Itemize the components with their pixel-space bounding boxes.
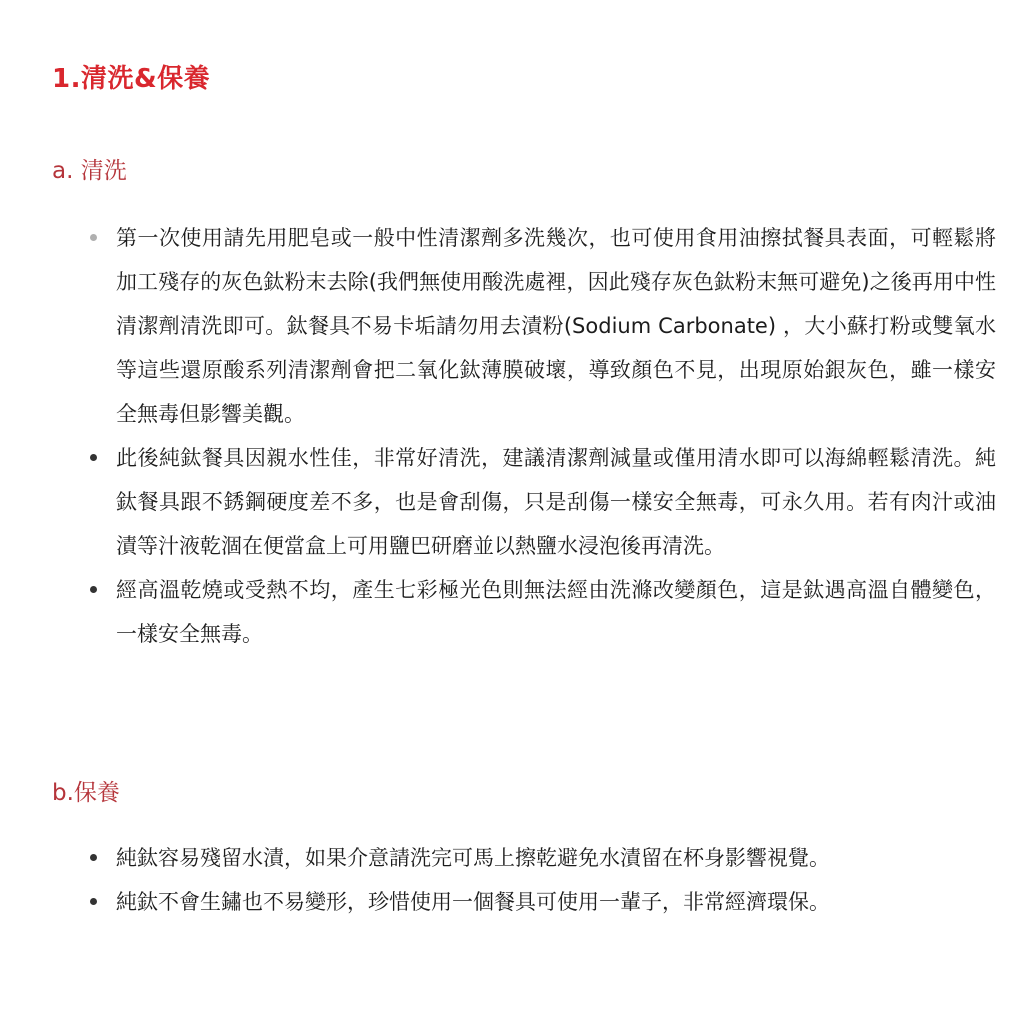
list-item [116,836,996,880]
list-item-text: 此後純鈦餐具因親水性佳，非常好清洗，建議清潔劑減量或僅用清水即可以海綿輕鬆清洗。純鈦餐具跟不銹鋼硬度差不多，也是會刮傷，只是刮傷一樣安全無毒，可永久用。若有肉汁或油漬等汁液乾涸在便當盒上可用鹽巴研磨並以熱鹽水浸泡後再清洗。 [116,446,996,558]
list-item [116,436,996,568]
bullet-dot-icon [90,234,97,241]
list-item-text: 純鈦不會生鏽也不易變形，珍惜使用一個餐具可使用一輩子，非常經濟環保。 [116,890,830,914]
bullet-dot-icon [90,586,97,593]
list-item [116,568,996,656]
bullet-dot-icon [90,454,97,461]
section-heading-maintenance: b.保養 [52,780,120,806]
list-item-text: 第一次使用請先用肥皂或一般中性清潔劑多洗幾次，也可使用食用油擦拭餐具表面，可輕鬆將加工殘存的灰色鈦粉末去除(我們無使用酸洗處裡，因此殘存灰色鈦粉末無可避免)之後再用中性清潔劑清洗即可。鈦餐具不易卡垢請勿用去漬粉(Sodium Carbonate) ，大小蘇打粉或雙氧水等這些還原酸系列清潔劑會把二氧化鈦薄膜破壞，導致顏色不見，出現原始銀灰色，雖一樣安全無毒但影響美觀。 [116,226,996,426]
section-heading-cleaning: a. 清洗 [52,158,127,184]
bullet-dot-icon [90,854,97,861]
cleaning-list [116,216,996,656]
list-item [116,880,996,924]
list-item-text: 純鈦容易殘留水漬，如果介意請洗完可馬上擦乾避免水漬留在杯身影響視覺。 [116,846,830,870]
list-item [116,216,996,436]
main-heading: 1.清洗&保養 [52,64,211,94]
maintenance-list [116,836,996,924]
list-item-text: 經高溫乾燒或受熱不均，產生七彩極光色則無法經由洗滌改變顏色，這是鈦遇高溫自體變色，一樣安全無毒。 [116,578,996,646]
bullet-dot-icon [90,898,97,905]
